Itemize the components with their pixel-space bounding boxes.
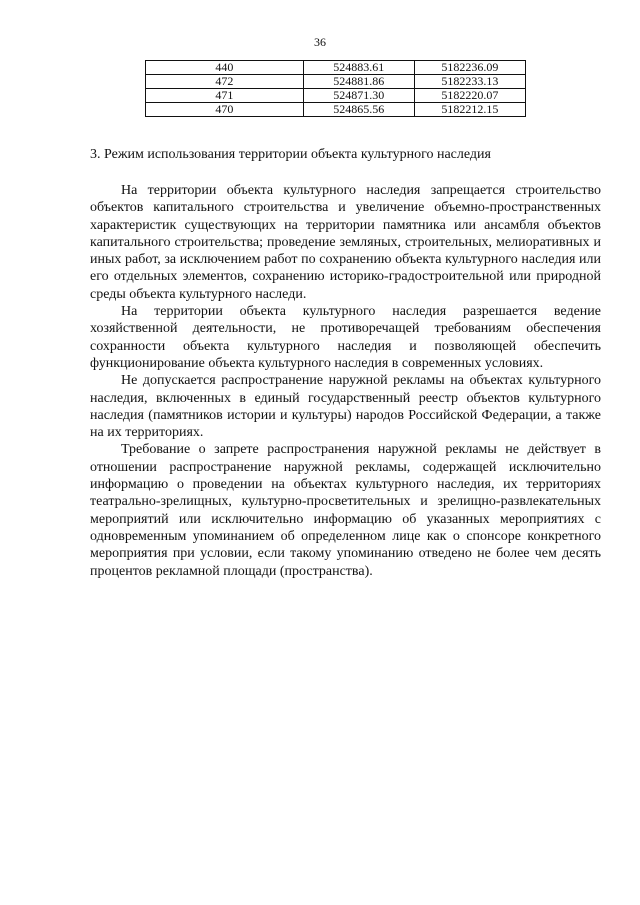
table-row	[146, 75, 526, 89]
point-number-cell: 472	[146, 75, 304, 89]
paragraph-economic-activity: На территории объекта культурного наследия разрешается ведение хозяйственной деятельности, не противоречащей требованиям обеспечения сохранности объекта культурного наследия и позволяющей обеспечить функционирование объекта культурного наследия в современных условиях.	[90, 304, 601, 371]
point-number-cell: 440	[146, 61, 304, 75]
paragraph-advertising-ban: Не допускается распространение наружной рекламы на объектах культурного наследия, включенных в единый государственный реестр объектов культурного наследия (памятников истории и культуры) народов Российской Федерации, а также на их территориях.	[90, 373, 601, 441]
coordinates-table	[145, 60, 526, 117]
table-row	[146, 89, 526, 103]
x-coordinate-cell: 524865.56	[303, 103, 414, 117]
section-heading: 3. Режим использования территории объекта культурного наследия	[90, 147, 491, 162]
page-number: 36	[314, 35, 326, 49]
y-coordinate-cell: 5182212.15	[414, 103, 525, 117]
paragraph-advertising-exception: Требование о запрете распространения наружной рекламы не действует в отношении распространение наружной рекламы, содержащей исключительно информацию о проведении на объектах культурного наследия, их территориях театрально-зрелищных, культурно-просветительных и зрелищно-развлекательных мероприятий или исключительно информацию об указанных мероприятиях с одновременным упоминанием об определенном лице как о спонсоре конкретного мероприятия при условии, если такому упоминанию отведено не более чем десять процентов рекламной площади (пространства).	[90, 442, 601, 579]
x-coordinate-cell: 524871.30	[303, 89, 414, 103]
y-coordinate-cell: 5182236.09	[414, 61, 525, 75]
point-number-cell: 471	[146, 89, 304, 103]
x-coordinate-cell: 524881.86	[303, 75, 414, 89]
y-coordinate-cell: 5182220.07	[414, 89, 525, 103]
section-body	[90, 182, 601, 580]
point-number-cell: 470	[146, 103, 304, 117]
table-row	[146, 61, 526, 75]
x-coordinate-cell: 524883.61	[303, 61, 414, 75]
table-row	[146, 103, 526, 117]
y-coordinate-cell: 5182233.13	[414, 75, 525, 89]
paragraph-construction-ban: На территории объекта культурного наследия запрещается строительство объектов капитального строительства и увеличение объемно-пространственных характеристик существующих на территории памятника или ансамбля объектов капитального строительства; проведение земляных, строительных, мелиоративных и иных работ, за исключением работ по сохранению объекта культурного наследия или его отдельных элементов, сохранению историко-градостроительной или природной среды объекта культурного наследи.	[90, 183, 601, 302]
